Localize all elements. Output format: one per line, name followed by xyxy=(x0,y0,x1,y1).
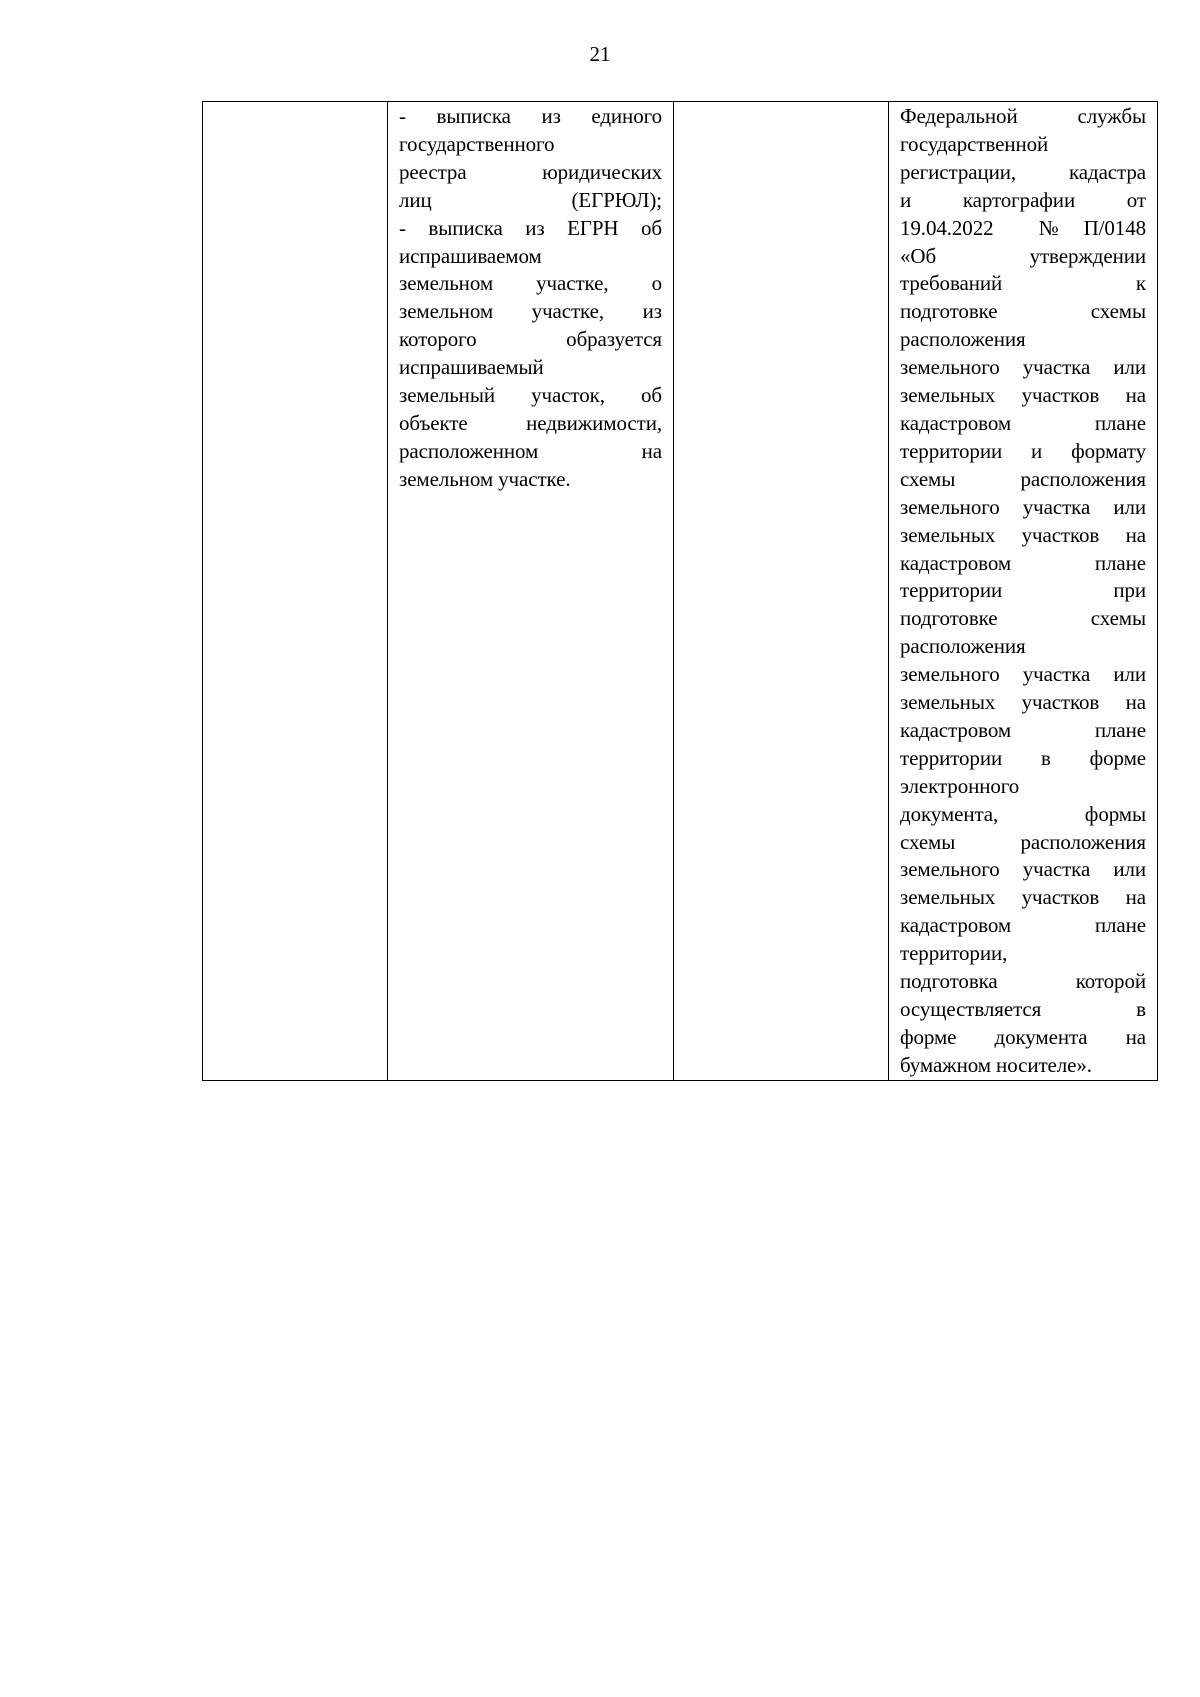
cell-text-col2 xyxy=(388,102,673,494)
table-cell-col3 xyxy=(674,102,889,1081)
cell-line: кадастровом плане xyxy=(900,410,1146,435)
cell-line: лиц (ЕГРЮЛ); xyxy=(399,187,662,212)
cell-line: бумажном носителе». xyxy=(900,1052,1092,1077)
cell-line: земельных участков на xyxy=(900,690,1146,715)
cell-text-col1 xyxy=(203,102,387,103)
cell-line: территории в форме xyxy=(900,745,1146,770)
cell-line: расположенном на xyxy=(399,438,662,463)
cell-line: регистрации, кадастра xyxy=(900,159,1146,184)
cell-line: 19.04.2022 № П/0148 xyxy=(900,215,1146,240)
cell-line: подготовка которой xyxy=(900,969,1146,994)
cell-line: земельных участков на xyxy=(900,522,1146,547)
cell-line: государственного xyxy=(399,131,555,156)
cell-line: расположения xyxy=(900,634,1026,659)
table-cell-col1 xyxy=(203,102,388,1081)
cell-line: Федеральной службы xyxy=(900,104,1146,128)
cell-line: форме документа на xyxy=(900,1024,1146,1049)
table-cell-col4 xyxy=(889,102,1158,1081)
cell-line: расположения xyxy=(900,327,1026,352)
document-table xyxy=(202,101,1158,1081)
cell-line: схемы расположения xyxy=(900,829,1146,854)
cell-line: и картографии от xyxy=(900,187,1146,212)
cell-line: земельного участка или xyxy=(900,857,1146,882)
cell-line: кадастровом плане xyxy=(900,717,1146,742)
cell-line: которого образуется xyxy=(399,327,662,352)
cell-line: подготовке схемы xyxy=(900,606,1146,631)
cell-line: земельного участка или xyxy=(900,662,1146,687)
cell-line: земельных участков на xyxy=(900,885,1146,910)
cell-line: объекте недвижимости, xyxy=(399,410,662,435)
cell-line: земельном участке, из xyxy=(399,299,662,324)
cell-line: требований к xyxy=(900,271,1146,296)
cell-line: «Об утверждении xyxy=(900,243,1146,268)
cell-line: территории и формату xyxy=(900,438,1146,463)
cell-line: земельном участке. xyxy=(399,466,571,491)
cell-line: - выписка из ЕГРН об xyxy=(399,215,662,240)
cell-line: земельном участке, о xyxy=(399,271,662,296)
page-number: 21 xyxy=(589,42,611,66)
cell-line: земельного участка или xyxy=(900,494,1146,519)
cell-line: кадастровом плане xyxy=(900,550,1146,575)
cell-line: реестра юридических xyxy=(399,159,662,184)
cell-line: электронного xyxy=(900,773,1020,798)
cell-line: территории, xyxy=(900,941,1008,966)
table-cell-col2 xyxy=(388,102,674,1081)
cell-line: государственной xyxy=(900,131,1049,156)
cell-line: территории при xyxy=(900,578,1146,603)
cell-line: - выписка из единого xyxy=(399,104,662,128)
cell-text-col3 xyxy=(674,102,888,103)
cell-line: испрашиваемый xyxy=(399,355,544,380)
cell-line: кадастровом плане xyxy=(900,913,1146,938)
cell-line: земельных участков на xyxy=(900,383,1146,408)
cell-line: документа, формы xyxy=(900,801,1146,826)
cell-text-col4 xyxy=(889,102,1157,1080)
table-row xyxy=(203,102,1158,1081)
cell-line: земельного участка или xyxy=(900,355,1146,380)
cell-line: подготовке схемы xyxy=(900,299,1146,324)
cell-line: осуществляется в xyxy=(900,997,1146,1021)
cell-line: испрашиваемом xyxy=(399,243,542,268)
cell-line: схемы расположения xyxy=(900,466,1146,491)
cell-line: земельный участок, об xyxy=(399,383,662,408)
